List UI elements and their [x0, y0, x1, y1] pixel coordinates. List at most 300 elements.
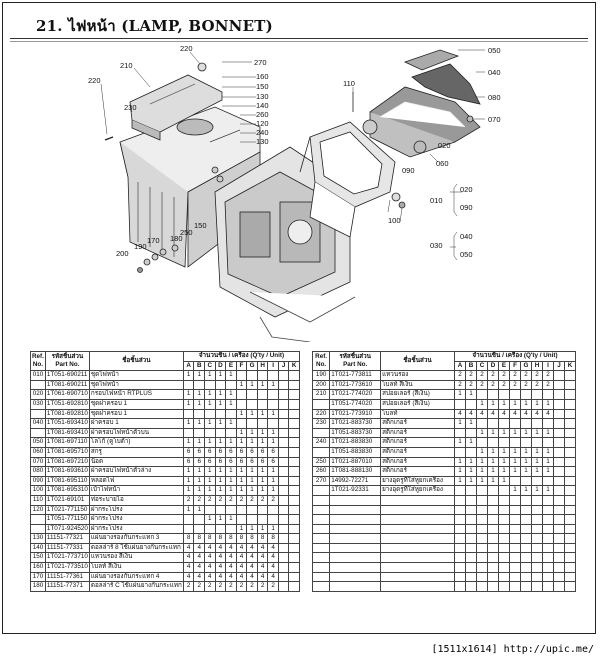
qty-cell [257, 399, 268, 409]
qty-cell [477, 553, 488, 563]
part-number-cell: 11151-77371 [45, 582, 89, 592]
qty-cell: 2 [543, 380, 554, 390]
qty-cell [554, 380, 565, 390]
table-row [31, 534, 300, 544]
qty-cell [194, 515, 205, 525]
qty-cell [532, 515, 543, 525]
qty-cell: 1 [215, 438, 226, 448]
qty-cell [510, 419, 521, 429]
qty-cell: 2 [499, 371, 510, 381]
qty-cell [278, 563, 288, 573]
ref-cell: 120 [31, 505, 46, 515]
qty-cell [543, 419, 554, 429]
qty-cell: 1 [183, 505, 194, 515]
qty-cell [565, 419, 576, 429]
part-name-cell: ชุดฝาครอบ 1 [89, 399, 183, 409]
qty-cell [205, 428, 216, 438]
part-name-cell [381, 495, 455, 505]
qty-cell: 1 [543, 457, 554, 467]
qty-cell [488, 486, 499, 496]
qty-cell: 1 [183, 419, 194, 429]
qty-cell [499, 515, 510, 525]
qty-cell [554, 582, 565, 592]
qty-cell: 4 [215, 563, 226, 573]
part-number-cell: 1T021-883830 [330, 438, 381, 448]
qty-cell: 1 [268, 409, 278, 419]
qty-cell [289, 515, 300, 525]
qty-cell [194, 409, 205, 419]
qty-cell [205, 505, 216, 515]
table-row [313, 534, 576, 544]
qty-cell [521, 543, 532, 553]
part-name-cell: ฝากระโปรง [89, 505, 183, 515]
qty-cell: 1 [257, 486, 268, 496]
callout-label: 130 [256, 92, 269, 101]
qty-cell [455, 515, 466, 525]
col-ref: Ref. No. [31, 352, 46, 371]
qty-cell: 6 [236, 457, 247, 467]
part-number-cell: 1T081-690211 [45, 380, 89, 390]
ref-cell: 070 [31, 457, 46, 467]
qty-cell: 2 [521, 380, 532, 390]
qty-cell: 2 [521, 371, 532, 381]
qty-cell: 4 [226, 563, 237, 573]
qty-cell: 8 [247, 534, 258, 544]
qty-cell [488, 438, 499, 448]
callout-label: 090 [460, 203, 473, 212]
qty-cell [477, 419, 488, 429]
part-name-cell: กรอบไฟหน้า RTPLUS [89, 390, 183, 400]
qty-cell: 4 [194, 563, 205, 573]
qty-cell [565, 563, 576, 573]
qty-cell: 1 [543, 467, 554, 477]
qty-cell: 2 [215, 582, 226, 592]
qty-cell [532, 543, 543, 553]
table-row [313, 380, 576, 390]
qty-cell [278, 467, 288, 477]
qty-cell: 4 [247, 553, 258, 563]
qty-cell [510, 524, 521, 534]
qty-cell [499, 505, 510, 515]
qty-cell: 4 [194, 572, 205, 582]
qty-cell: 1 [532, 457, 543, 467]
ref-cell: 210 [313, 390, 330, 400]
part-name-cell: สปอยเลอร์ (สีเงิน) [381, 390, 455, 400]
ref-cell [313, 582, 330, 592]
part-number-cell [330, 495, 381, 505]
qty-cell: 1 [499, 467, 510, 477]
qty-cell [565, 438, 576, 448]
table-row [31, 438, 300, 448]
qty-cell: 1 [477, 467, 488, 477]
ref-cell [313, 563, 330, 573]
qty-cell [194, 380, 205, 390]
qty-cell [289, 399, 300, 409]
qty-cell [477, 572, 488, 582]
qty-letter-header: J [278, 361, 288, 371]
qty-cell [488, 495, 499, 505]
part-number-cell: 1T021-773610 [330, 380, 381, 390]
qty-cell: 1 [257, 409, 268, 419]
qty-letter-header: E [226, 361, 237, 371]
table-row [313, 438, 576, 448]
table-row [31, 476, 300, 486]
table-row [31, 371, 300, 381]
callout-label: 140 [256, 101, 269, 110]
qty-cell [226, 505, 237, 515]
table-row [313, 524, 576, 534]
part-name-cell: โลโก้ (คูโบต้า) [89, 438, 183, 448]
callout-label: 060 [436, 159, 449, 168]
qty-cell: 1 [455, 457, 466, 467]
qty-cell [466, 428, 477, 438]
part-name-cell: ฝาครอบ 1 [89, 419, 183, 429]
qty-cell: 1 [183, 371, 194, 381]
part-name-cell: สติ๊กเกอร์ [381, 438, 455, 448]
qty-cell [565, 390, 576, 400]
qty-cell: 2 [226, 582, 237, 592]
qty-cell: 1 [226, 467, 237, 477]
qty-cell: 2 [532, 371, 543, 381]
part-number-cell: 1T021-773811 [330, 371, 381, 381]
qty-letter-header: A [183, 361, 194, 371]
callout-label: 270 [254, 58, 267, 67]
qty-cell [521, 563, 532, 573]
qty-cell [466, 553, 477, 563]
qty-cell: 1 [194, 505, 205, 515]
table-row [313, 371, 576, 381]
qty-cell: 6 [194, 457, 205, 467]
callout-label: 050 [488, 46, 501, 55]
qty-cell [215, 409, 226, 419]
qty-cell [278, 486, 288, 496]
qty-cell: 1 [543, 428, 554, 438]
part-name-cell: โบลท์ [381, 409, 455, 419]
part-number-cell [330, 534, 381, 544]
qty-cell [565, 582, 576, 592]
callout-label: 020 [460, 185, 473, 194]
qty-cell: 2 [455, 371, 466, 381]
qty-letter-header: D [488, 361, 499, 371]
qty-cell: 6 [215, 457, 226, 467]
part-number-cell: 1T081-888130 [330, 467, 381, 477]
qty-cell: 2 [247, 495, 258, 505]
qty-cell: 4 [257, 553, 268, 563]
qty-cell: 4 [257, 572, 268, 582]
qty-cell: 1 [205, 390, 216, 400]
qty-cell: 4 [510, 409, 521, 419]
qty-cell: 1 [257, 524, 268, 534]
qty-cell: 8 [183, 534, 194, 544]
qty-cell [554, 572, 565, 582]
qty-cell [247, 371, 258, 381]
qty-cell [499, 419, 510, 429]
qty-cell [554, 563, 565, 573]
qty-cell [532, 534, 543, 544]
qty-cell: 1 [205, 486, 216, 496]
qty-letter-header: I [543, 361, 554, 371]
qty-cell [289, 438, 300, 448]
qty-cell [477, 438, 488, 448]
part-name-cell: ฝาครอบไฟหน้าตัวล่าง [89, 467, 183, 477]
qty-cell: 4 [247, 563, 258, 573]
qty-cell: 4 [215, 543, 226, 553]
qty-cell: 4 [268, 553, 278, 563]
col-part-no: รหัสชิ้นส่วน Part No. [45, 352, 89, 371]
qty-cell: 4 [268, 572, 278, 582]
qty-cell [289, 380, 300, 390]
qty-cell [554, 371, 565, 381]
qty-cell: 1 [236, 409, 247, 419]
qty-cell [499, 390, 510, 400]
qty-cell: 2 [257, 495, 268, 505]
qty-cell [477, 390, 488, 400]
qty-cell: 1 [247, 467, 258, 477]
callout-label: 160 [256, 72, 269, 81]
qty-cell [466, 572, 477, 582]
qty-cell [565, 515, 576, 525]
ref-cell: 090 [31, 476, 46, 486]
qty-cell: 1 [532, 467, 543, 477]
col-qty: จำนวนชิ้น / เครื่อง (Q'ty / Unit) [455, 352, 576, 362]
qty-cell [510, 505, 521, 515]
qty-letter-header: K [565, 361, 576, 371]
qty-cell: 8 [236, 534, 247, 544]
qty-cell: 4 [499, 409, 510, 419]
qty-cell: 1 [532, 447, 543, 457]
qty-cell: 2 [194, 495, 205, 505]
parts-table-left [30, 351, 300, 592]
qty-cell: 1 [257, 467, 268, 477]
qty-cell: 4 [477, 409, 488, 419]
qty-cell [543, 476, 554, 486]
qty-cell: 6 [247, 457, 258, 467]
qty-cell [543, 390, 554, 400]
qty-cell [289, 457, 300, 467]
callout-label: 110 [343, 79, 355, 88]
qty-cell: 8 [257, 534, 268, 544]
qty-cell [554, 505, 565, 515]
qty-cell [226, 428, 237, 438]
qty-cell: 1 [247, 486, 258, 496]
part-name-cell: สติ๊กเกอร์ [381, 428, 455, 438]
qty-cell [565, 495, 576, 505]
page-title: 21. ไฟหน้า (LAMP, BONNET) [36, 17, 273, 35]
qty-letter-header: D [215, 361, 226, 371]
qty-cell: 4 [194, 543, 205, 553]
part-number-cell: 1T021-771150 [45, 505, 89, 515]
qty-cell [543, 534, 554, 544]
qty-cell: 4 [226, 543, 237, 553]
part-name-cell: โบลท์ สีเงิน [381, 380, 455, 390]
qty-cell [289, 447, 300, 457]
qty-cell: 2 [205, 495, 216, 505]
ref-cell: 220 [313, 409, 330, 419]
qty-cell [499, 572, 510, 582]
qty-cell [466, 524, 477, 534]
ref-cell: 130 [31, 534, 46, 544]
qty-cell: 2 [268, 582, 278, 592]
qty-cell: 2 [268, 495, 278, 505]
qty-cell [183, 380, 194, 390]
table-row [313, 486, 576, 496]
qty-cell [521, 438, 532, 448]
qty-cell [554, 457, 565, 467]
qty-cell: 1 [215, 467, 226, 477]
qty-cell [499, 543, 510, 553]
qty-cell [488, 582, 499, 592]
qty-cell [466, 515, 477, 525]
qty-cell: 2 [543, 371, 554, 381]
qty-cell: 1 [521, 486, 532, 496]
qty-cell: 6 [183, 457, 194, 467]
part-name-cell [381, 563, 455, 573]
qty-cell [488, 543, 499, 553]
ref-cell: 170 [31, 572, 46, 582]
qty-cell [278, 409, 288, 419]
part-name-cell [381, 534, 455, 544]
qty-letter-header: F [510, 361, 521, 371]
qty-cell: 8 [215, 534, 226, 544]
qty-cell [289, 467, 300, 477]
callout-label: 040 [488, 68, 501, 77]
qty-cell: 2 [205, 582, 216, 592]
ref-cell: 140 [31, 543, 46, 553]
qty-cell [521, 582, 532, 592]
qty-cell: 2 [488, 371, 499, 381]
part-number-cell [330, 563, 381, 573]
qty-cell: 1 [499, 476, 510, 486]
qty-cell: 1 [510, 486, 521, 496]
table-row [313, 553, 576, 563]
ref-cell: 050 [31, 438, 46, 448]
qty-cell: 1 [215, 371, 226, 381]
part-name-cell: แหวนรอง สีเงิน [89, 553, 183, 563]
qty-cell: 1 [510, 457, 521, 467]
ref-cell [313, 486, 330, 496]
part-number-cell: 1T051-771150 [45, 515, 89, 525]
table-row [31, 428, 300, 438]
qty-cell [278, 390, 288, 400]
qty-cell [488, 534, 499, 544]
qty-cell: 4 [226, 572, 237, 582]
qty-cell: 1 [247, 409, 258, 419]
part-number-cell: 1T021-92331 [330, 486, 381, 496]
qty-cell [554, 419, 565, 429]
qty-cell: 4 [268, 563, 278, 573]
qty-cell: 1 [521, 428, 532, 438]
qty-cell [455, 428, 466, 438]
qty-letter-header: G [247, 361, 258, 371]
qty-cell: 4 [236, 553, 247, 563]
qty-cell [278, 447, 288, 457]
qty-cell: 4 [532, 409, 543, 419]
qty-cell: 1 [268, 486, 278, 496]
qty-letter-header: E [499, 361, 510, 371]
qty-cell [236, 505, 247, 515]
part-name-cell [381, 553, 455, 563]
qty-cell: 1 [205, 438, 216, 448]
callout-label: 100 [388, 216, 401, 225]
parts-table-right [312, 351, 576, 592]
qty-cell: 1 [183, 486, 194, 496]
qty-cell: 2 [510, 380, 521, 390]
table-row [313, 399, 576, 409]
qty-cell: 1 [268, 380, 278, 390]
part-number-cell: 1T051-692810 [45, 399, 89, 409]
qty-cell [278, 505, 288, 515]
qty-cell [257, 419, 268, 429]
part-number-cell: 1T021-774020 [330, 390, 381, 400]
qty-cell [268, 399, 278, 409]
qty-cell [554, 399, 565, 409]
part-number-cell: 11151-77361 [45, 572, 89, 582]
callout-label: 070 [488, 115, 501, 124]
qty-cell: 1 [183, 467, 194, 477]
qty-cell: 1 [183, 390, 194, 400]
callout-label: 150 [194, 221, 207, 230]
qty-cell: 1 [205, 515, 216, 525]
qty-cell: 1 [247, 524, 258, 534]
qty-cell: 1 [466, 438, 477, 448]
qty-cell: 1 [247, 476, 258, 486]
qty-cell: 1 [455, 390, 466, 400]
qty-cell [565, 467, 576, 477]
callout-label: 130 [256, 137, 269, 146]
ref-cell: 030 [31, 399, 46, 409]
qty-cell [565, 524, 576, 534]
part-name-cell: ฝากระโปรง [89, 524, 183, 534]
col-part-name: ชื่อชิ้นส่วน [89, 352, 183, 371]
ref-cell: 270 [313, 476, 330, 486]
ref-cell: 080 [31, 467, 46, 477]
qty-cell [554, 495, 565, 505]
qty-cell: 4 [183, 543, 194, 553]
qty-cell: 1 [226, 476, 237, 486]
qty-cell [510, 534, 521, 544]
qty-cell: 1 [268, 476, 278, 486]
qty-cell [554, 543, 565, 553]
qty-cell: 4 [257, 563, 268, 573]
part-name-cell: สติ๊กเกอร์ [381, 457, 455, 467]
qty-cell [215, 505, 226, 515]
qty-cell: 1 [194, 399, 205, 409]
qty-cell: 1 [268, 524, 278, 534]
qty-cell [466, 563, 477, 573]
ref-cell: 190 [313, 371, 330, 381]
table-row [31, 467, 300, 477]
qty-cell: 1 [236, 380, 247, 390]
qty-cell [543, 515, 554, 525]
qty-cell: 2 [466, 371, 477, 381]
callout-label: 170 [147, 236, 160, 245]
footer-caption: [1511x1614] http://upic.me/ [431, 644, 594, 655]
part-name-cell: ท่อระบายไอ [89, 495, 183, 505]
qty-cell [510, 543, 521, 553]
ref-cell: 010 [31, 371, 46, 381]
qty-cell: 2 [532, 380, 543, 390]
part-number-cell [330, 582, 381, 592]
qty-cell: 1 [236, 486, 247, 496]
qty-cell: 1 [499, 447, 510, 457]
qty-cell [521, 476, 532, 486]
qty-cell: 1 [488, 399, 499, 409]
table-row [313, 447, 576, 457]
part-number-cell [330, 543, 381, 553]
qty-cell: 1 [215, 419, 226, 429]
ref-cell: 060 [31, 447, 46, 457]
qty-cell [278, 419, 288, 429]
